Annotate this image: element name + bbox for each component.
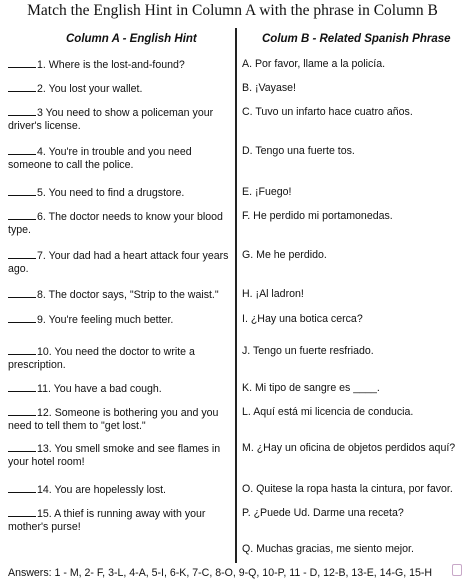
answer-blank[interactable]: [8, 186, 36, 196]
item-number: 1.: [37, 59, 46, 71]
item-number: 5.: [37, 187, 46, 199]
english-hint: The doctor says, "Strip to the waist.": [48, 289, 219, 301]
column-a-item: [8, 145, 230, 172]
answer-blank[interactable]: [8, 483, 36, 493]
english-hint: You need to show a policeman your driver's license.: [8, 107, 214, 132]
english-hint: You have a bad cough.: [53, 383, 162, 395]
item-number: 15.: [37, 508, 52, 520]
column-a-item: [8, 249, 230, 276]
answer-key: Answers: 1 - M, 2- F, 3-L, 4-A, 5-I, 6-K, 7-C, 8-O, 9-Q, 10-P, 11 - D, 12-B, 13-E, 14-G, 15-H: [8, 567, 433, 579]
column-a-item: [8, 82, 230, 96]
english-hint: Where is the lost-and-found?: [48, 59, 185, 71]
spanish-phrase: A. Por favor, llame a la policía.: [242, 58, 386, 70]
column-a-item: [8, 483, 230, 497]
spanish-phrase: D. Tengo una fuerte tos.: [242, 145, 355, 157]
spanish-phrase: P. ¿Puede Ud. Darme una receta?: [242, 507, 404, 519]
english-hint: The doctor needs to know your blood type.: [8, 211, 223, 236]
answer-blank[interactable]: [8, 82, 36, 92]
spanish-phrase: B. ¡Vayase!: [242, 82, 296, 94]
column-a-item: [8, 507, 230, 534]
corner-mark: [452, 564, 462, 576]
english-hint: Your dad had a heart attack four years ago.: [8, 250, 229, 275]
english-hint: You need the doctor to write a prescription.: [8, 346, 195, 371]
answer-blank[interactable]: [8, 507, 36, 517]
answer-blank[interactable]: [8, 313, 36, 323]
answer-blank[interactable]: [8, 106, 36, 116]
item-number: 13.: [37, 443, 52, 455]
item-number: 12.: [37, 407, 52, 419]
spanish-phrase: L. Aquí está mi licencia de conducia.: [242, 406, 414, 418]
column-b-header: Colum B - Related Spanish Phrase: [262, 33, 451, 45]
answer-blank[interactable]: [8, 345, 36, 355]
column-a-item: [8, 313, 230, 327]
spanish-phrase: J. Tengo un fuerte resfriado.: [242, 345, 374, 357]
answer-blank[interactable]: [8, 210, 36, 220]
spanish-phrase: O. Quitese la ropa hasta la cintura, por favor.: [242, 483, 453, 495]
column-a-item: [8, 406, 230, 433]
column-divider: [235, 28, 237, 563]
column-a-item: [8, 58, 230, 72]
english-hint: Someone is bothering you and you need to tell them to "get lost.": [8, 407, 219, 432]
item-number: 4.: [37, 146, 46, 158]
item-number: 7.: [37, 250, 46, 262]
column-a-item: [8, 442, 230, 469]
english-hint: You're in trouble and you need someone to call the police.: [8, 146, 192, 171]
spanish-phrase: C. Tuvo un infarto hace cuatro años.: [242, 106, 413, 118]
column-a-item: [8, 382, 230, 396]
item-number: 10.: [37, 346, 52, 358]
column-a-item: [8, 106, 230, 133]
item-number: 6.: [37, 211, 46, 223]
item-number: 3: [37, 107, 43, 119]
english-hint: You lost your wallet.: [48, 83, 143, 95]
answer-blank[interactable]: [8, 406, 36, 416]
answer-blank[interactable]: [8, 58, 36, 68]
answer-blank[interactable]: [8, 442, 36, 452]
answer-blank[interactable]: [8, 249, 36, 259]
english-hint: You smell smoke and see flames in your hotel room!: [8, 443, 221, 468]
item-number: 2.: [37, 83, 46, 95]
spanish-phrase: H. ¡Al ladron!: [242, 288, 304, 300]
spanish-phrase: I. ¿Hay una botica cerca?: [242, 313, 363, 325]
column-a-header: Column A - English Hint: [66, 33, 197, 45]
english-hint: You need to find a drugstore.: [48, 187, 185, 199]
item-number: 9.: [37, 314, 46, 326]
item-number: 14.: [37, 484, 52, 496]
english-hint: You are hopelessly lost.: [54, 484, 167, 496]
worksheet-title: Match the English Hint in Column A with the phrase in Column B: [27, 2, 438, 19]
column-a-item: [8, 210, 230, 237]
spanish-phrase: M. ¿Hay un oficina de objetos perdidos aquí?: [242, 442, 456, 454]
english-hint: You're feeling much better.: [48, 314, 174, 326]
spanish-phrase: K. Mi tipo de sangre es ____.: [242, 382, 380, 394]
spanish-phrase: G. Me he perdido.: [242, 249, 327, 261]
spanish-phrase: E. ¡Fuego!: [242, 186, 292, 198]
column-a-item: [8, 345, 230, 372]
answer-blank[interactable]: [8, 382, 36, 392]
column-a-item: [8, 288, 230, 302]
column-a-item: [8, 186, 230, 200]
spanish-phrase: Q. Muchas gracias, me siento mejor.: [242, 543, 414, 555]
spanish-phrase: F. He perdido mi portamonedas.: [242, 210, 393, 222]
answer-blank[interactable]: [8, 145, 36, 155]
english-hint: A thief is running away with your mother's purse!: [8, 508, 206, 533]
item-number: 8.: [37, 289, 46, 301]
item-number: 11.: [37, 383, 51, 395]
answer-blank[interactable]: [8, 288, 36, 298]
